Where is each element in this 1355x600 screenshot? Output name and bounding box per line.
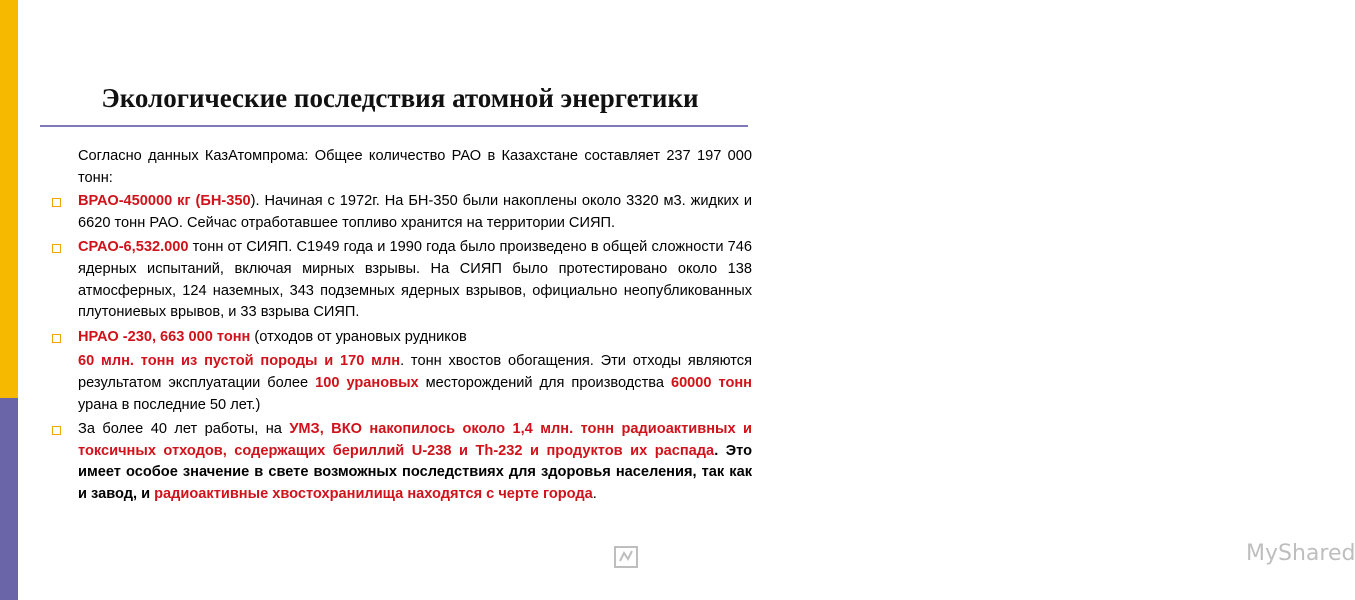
hollow-square-bullet-icon (52, 334, 61, 343)
page-title: Экологические последствия атомной энергетики (101, 83, 699, 113)
hollow-square-bullet-icon (52, 426, 61, 435)
highlight-text: 100 урановых (315, 374, 419, 391)
myshared-logo-icon (610, 541, 1355, 571)
highlight-text: 60000 тонн (670, 374, 752, 391)
body-text: За более 40 лет работы, на (78, 421, 290, 438)
body-text: урана в последние 50 лет.) (78, 396, 261, 413)
bullet-nrao (52, 327, 752, 349)
bullet-umz (52, 419, 752, 505)
highlight-text: НРАО -230, 663 000 тонн (78, 328, 251, 345)
intro-paragraph: Согласно данных КазАтомпрома: Общее количество РАО в Казахстане составляет 237 197 000 тонн: (78, 148, 752, 186)
slide-body (52, 146, 752, 506)
highlight-text: 60 млн. тонн из пустой породы и 170 млн (78, 353, 401, 370)
title-divider (40, 125, 748, 127)
body-text: тонн от СИЯП. С1949 года и 1990 года было произведено в общей сложности 746 ядерных испытаний, включая мирных взрывы. На СИЯП было протестировано около 138 атмосферных, 124 наземных, 343 подземных ядерных взрывов, официально неопубликованных плутониевых врывов, и 33 взрыва СИЯП. (78, 239, 752, 321)
bullet-vrao (52, 191, 752, 234)
body-text: месторождений для производства (418, 374, 671, 391)
body-text: ). Начиная с 1972г. На БН-350 были накоплены около 3320 м3. жидких и 6620 тонн РАО. Сейчас отработавшее топливо хранится на территории СИЯП. (78, 193, 752, 231)
watermark-text: MyShared (1246, 541, 1355, 566)
body-text: . (592, 485, 597, 502)
highlight-text: СРАО-6,532.000 (78, 239, 189, 256)
body-text: . тонн хвостов обогащения. Эти отходы являются результатом эксплуатации более (78, 353, 753, 391)
highlight-text: УМЗ, ВКО накопилось около 1,4 млн. тонн радиоактивных и токсичных отходов, содержащих бериллий U-238 и Th-232 и продуктов их распада (78, 421, 753, 459)
highlight-text: радиоактивные хвостохранилища находятся с черте города (154, 485, 593, 502)
body-text: (отходов от урановых рудников (250, 328, 467, 345)
accent-bar-bottom (0, 398, 18, 600)
hollow-square-bullet-icon (52, 244, 61, 253)
accent-bar-top (0, 0, 18, 398)
highlight-text: ВРАО-450000 кг (БН-350 (78, 193, 251, 210)
hollow-square-bullet-icon (52, 198, 61, 207)
logo-mark-icon (612, 543, 640, 571)
nrao-details-paragraph (52, 351, 752, 416)
body-text: . Это имеет особое значение в свете возможных последствиях для здоровья населения, так как и завод, и (78, 442, 752, 502)
bullet-srao (52, 237, 752, 323)
